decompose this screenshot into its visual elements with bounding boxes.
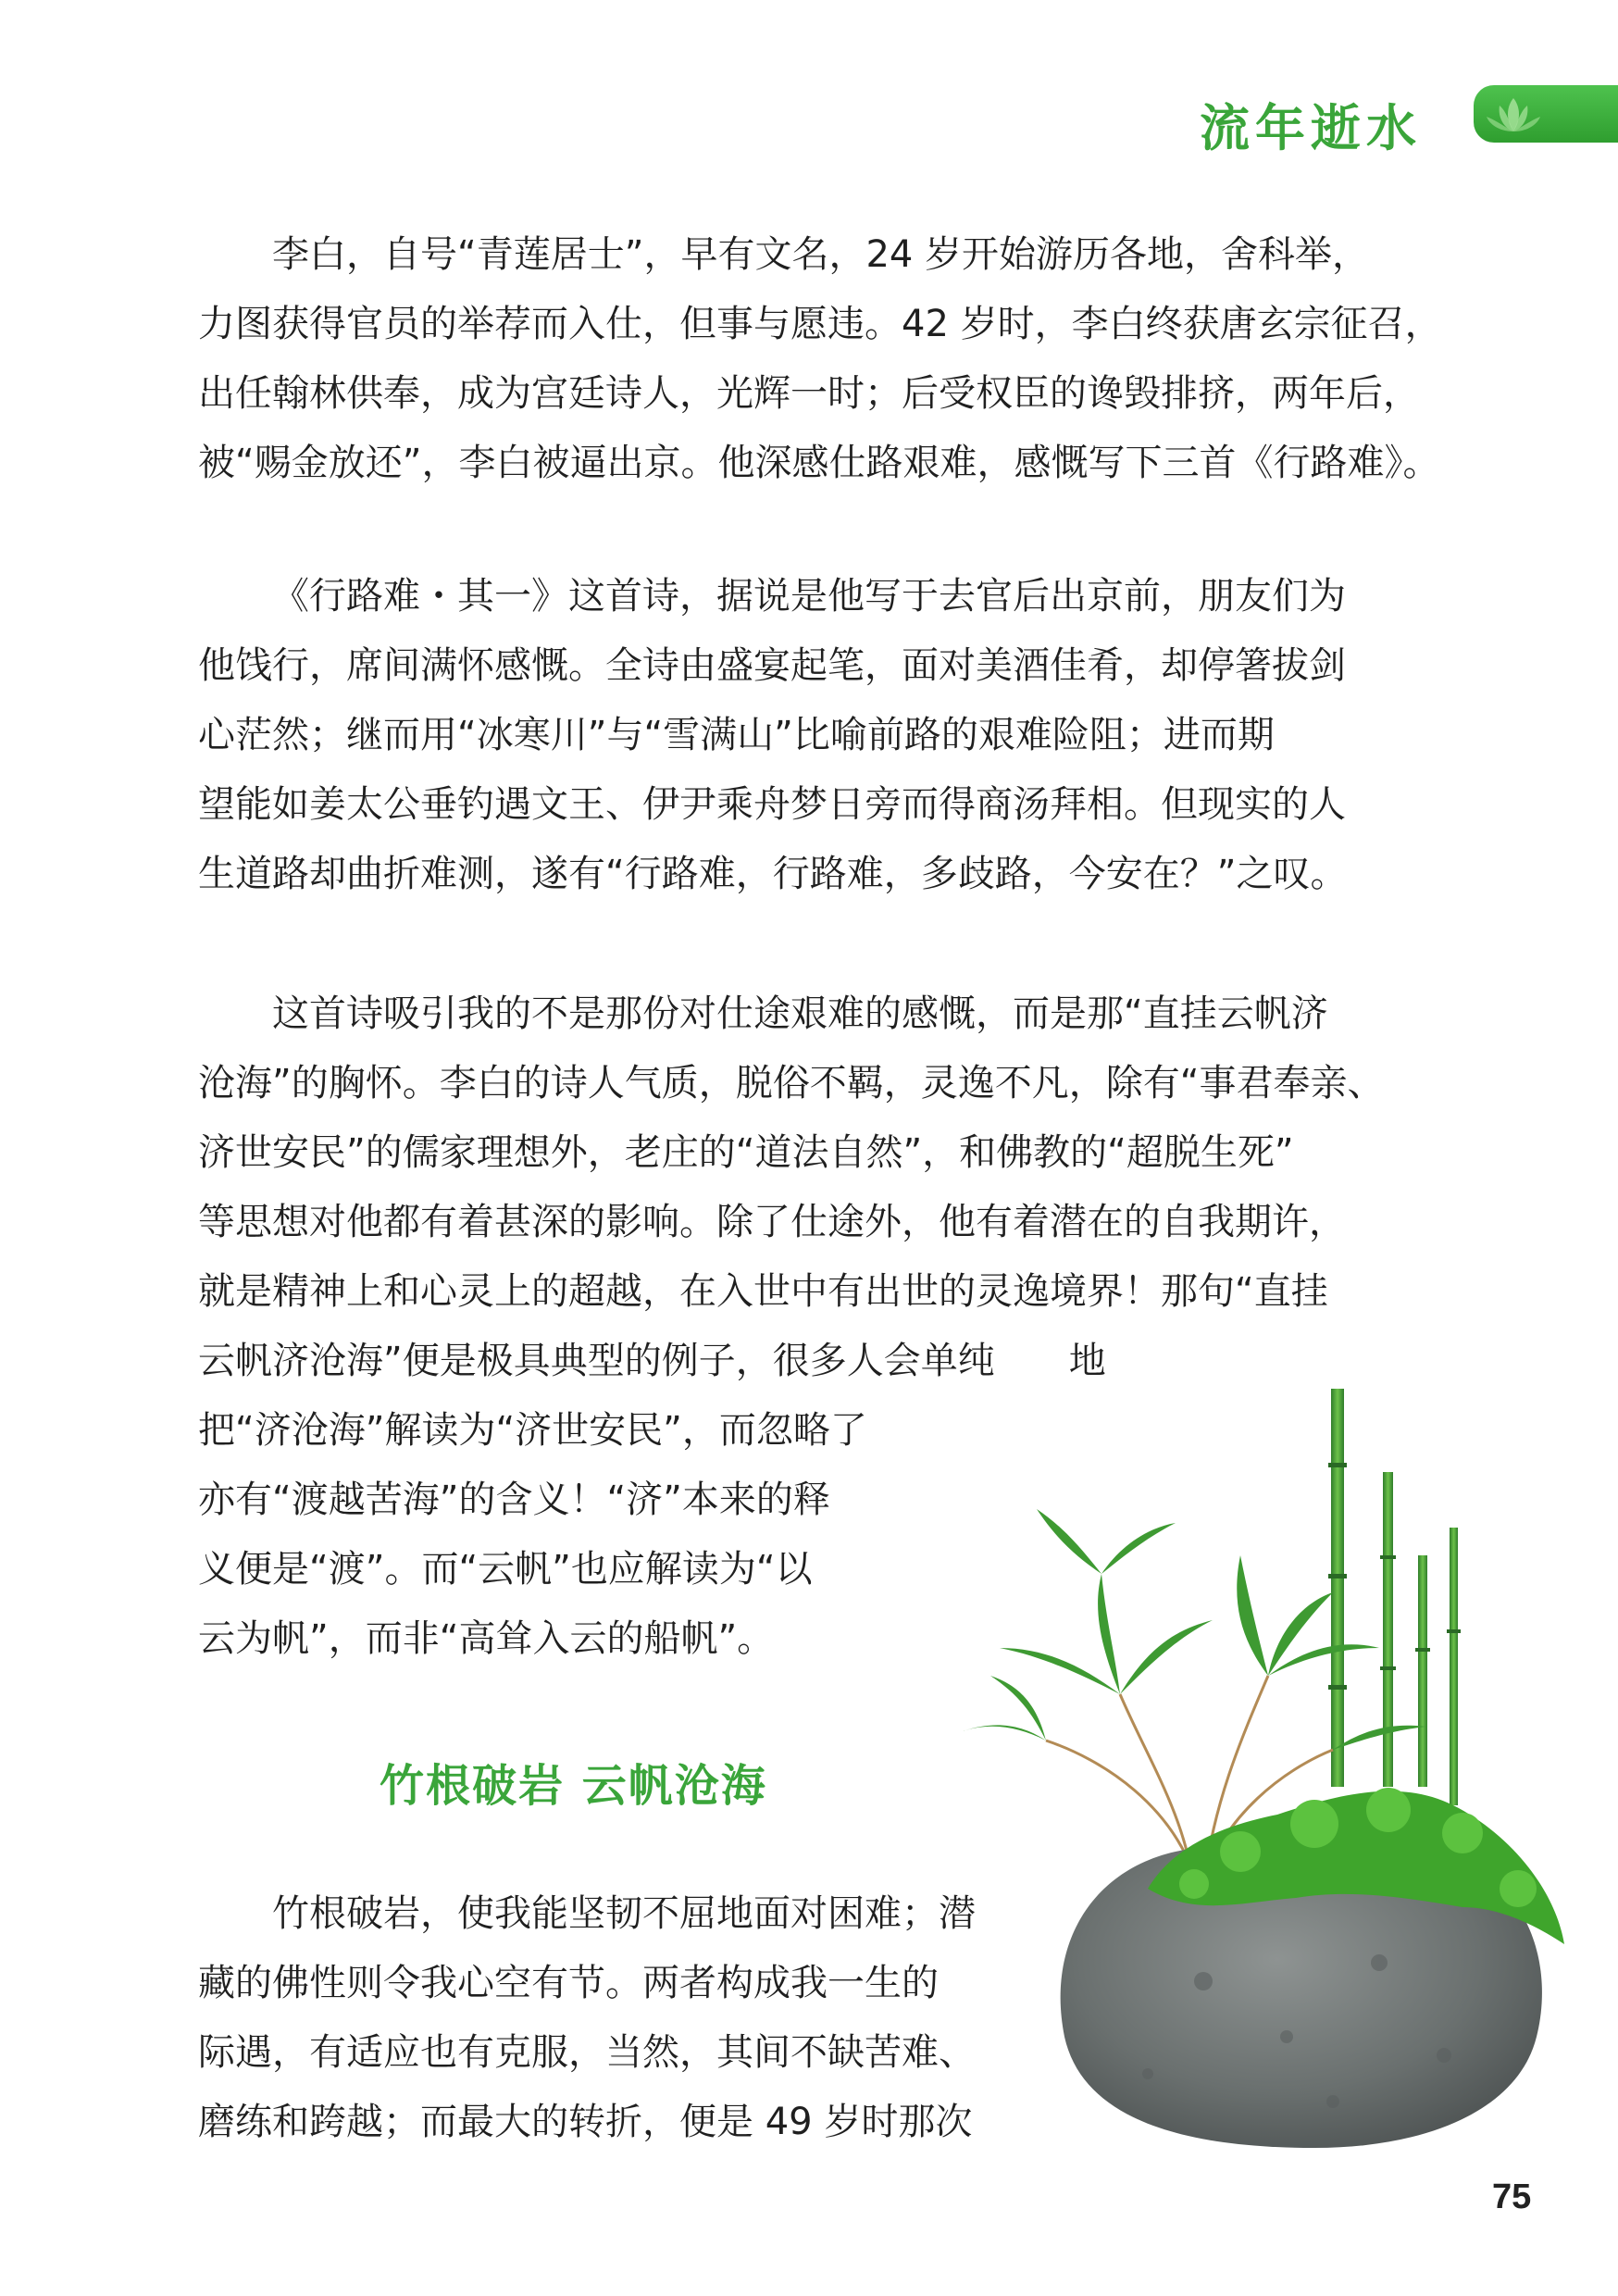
text-line: 这首诗吸引我的不是那份对仕途艰难的感慨，而是那“直挂云帆济 xyxy=(272,992,1328,1035)
text-line: 生道路却曲折难测，遂有“行路难，行路难，多歧路，今安在？”之叹。 xyxy=(198,853,1348,895)
bamboo-on-rock-image xyxy=(963,1370,1611,2176)
text-line: 被“赐金放还”，李白被逼出京。他深感仕路艰难，感慨写下三首《行路难》。 xyxy=(198,442,1440,484)
text-line: 把“济沧海”解读为“济世安民”，而忽略了 xyxy=(198,1409,867,1452)
lotus-icon xyxy=(1481,93,1546,137)
text-line: 际遇，有适应也有克服，当然，其间不缺苦难、 xyxy=(198,2031,976,2074)
text-line: 藏的佛性则令我心空有节。两者构成我一生的 xyxy=(198,1962,939,2004)
paragraph-2 xyxy=(198,562,1420,909)
text-line: 竹根破岩，使我能坚韧不屈地面对困难；潜 xyxy=(272,1892,976,1935)
section-heading: 竹根破岩 云帆沧海 xyxy=(380,1760,767,1812)
text-line: 等思想对他都有着甚深的影响。除了仕途外，他有着潜在的自我期许， xyxy=(198,1201,1346,1243)
text-line: 亦有“渡越苦海”的含义！“济”本来的释 xyxy=(198,1479,830,1521)
paragraph-4 xyxy=(198,1879,1031,2157)
text-line: 望能如姜太公垂钓遇文王、伊尹乘舟梦日旁而得商汤拜相。但现实的人 xyxy=(198,783,1346,826)
text-line: 《行路难・其一》这首诗，据说是他写于去官后出京前，朋友们为 xyxy=(272,575,1346,618)
text-line: 心茫然；继而用“冰寒川”与“雪满山”比喻前路的艰难险阻；进而期 xyxy=(198,714,1275,756)
text-line: 沧海”的胸怀。李白的诗人气质，脱俗不羁，灵逸不凡，除有“事君奉亲、 xyxy=(198,1062,1385,1104)
paragraph-1 xyxy=(198,220,1442,498)
text-line: 他饯行，席间满怀感慨。全诗由盛宴起笔，面对美酒佳肴，却停箸拔剑 xyxy=(198,644,1346,687)
text-line: 就是精神上和心灵上的超越，在入世中有出世的灵逸境界！那句“直挂 xyxy=(198,1270,1328,1313)
text-line: 云帆济沧海”便是极具典型的例子，很多人会单纯 地 xyxy=(198,1340,1106,1382)
text-line: 出任翰林供奉，成为宫廷诗人，光辉一时；后受权臣的谗毁排挤，两年后， xyxy=(198,372,1420,415)
text-line: 磨练和跨越；而最大的转折，便是 49 岁时那次 xyxy=(198,2101,973,2143)
page-number: 75 xyxy=(1492,2177,1532,2216)
text-line: 济世安民”的儒家理想外，老庄的“道法自然”，和佛教的“超脱生死” xyxy=(198,1131,1294,1174)
chapter-title: 流年逝水 xyxy=(1200,99,1422,157)
text-line: 义便是“渡”。而“云帆”也应解读为“以 xyxy=(198,1548,813,1591)
text-line: 云为帆”，而非“高耸入云的船帆”。 xyxy=(198,1617,775,1660)
chapter-tab xyxy=(1474,85,1618,143)
text-line: 李白，自号“青莲居士”，早有文名，24 岁开始游历各地，舍科举， xyxy=(272,233,1370,276)
text-line: 力图获得官员的举荐而入仕，但事与愿违。42 岁时，李白终获唐玄宗征召， xyxy=(198,303,1442,345)
